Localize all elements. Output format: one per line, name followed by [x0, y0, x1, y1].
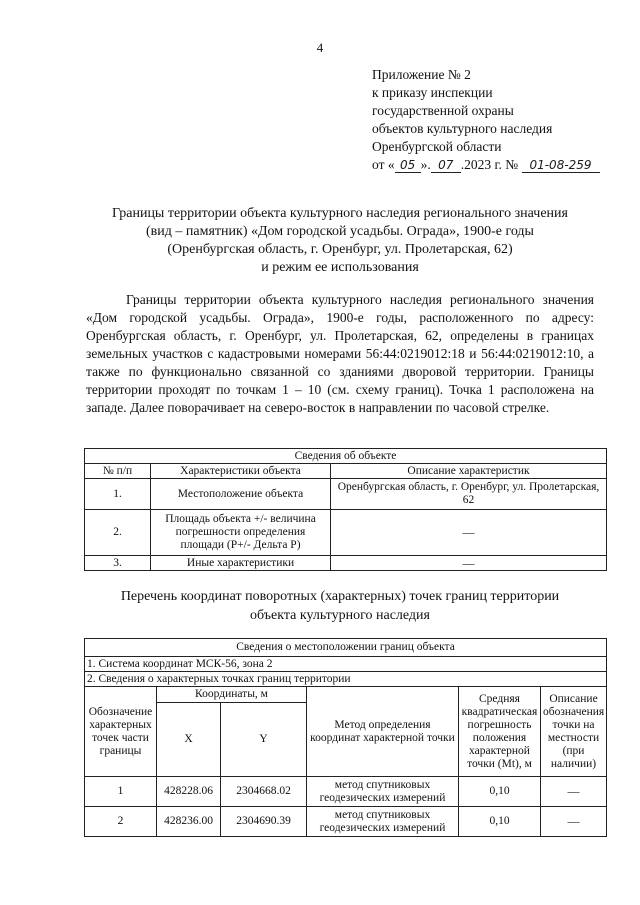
boundary-description	[86, 291, 594, 417]
date-day: 05	[395, 159, 421, 173]
coordinate-system: 1. Система координат МСК-56, зона 2	[85, 657, 607, 672]
point-x: 428236.00	[157, 807, 221, 837]
column-header: Характеристики объекта	[151, 464, 331, 479]
row-description: —	[331, 556, 607, 571]
heading-line: объекта культурного наследия	[250, 608, 430, 623]
column-header: Средняя квадратическая погрешность положения характерной точки (Mt), м	[459, 687, 541, 777]
appendix-line: Приложение № 2	[372, 67, 471, 82]
row-characteristic: Местоположение объекта	[151, 479, 331, 510]
column-header: Описание характеристик	[331, 464, 607, 479]
column-header: Описание обозначения точки на местности (при наличии)	[541, 687, 607, 777]
point-number: 1	[85, 777, 157, 807]
date-year: .2023 г. №	[460, 157, 519, 172]
coordinates-table	[84, 638, 607, 837]
point-y: 2304668.02	[221, 777, 307, 807]
column-header: Обозначение характерных точек части границы	[85, 687, 157, 777]
paragraph-text: Границы территории объекта культурного наследия регионального значения «Дом городской усадьбы. Ограда», 1900-е годы, расположенного по адресу: Оренбургская область, г. Оренбург, ул. Пролетарская, 62, определены в границах земельных участков с кадастровыми номерами 56:44:0219012:18 и 56:44:0219012:10, а также по функционально связанной со зданиями дворовой территории. Границы территории проходят по точкам 1 – 10 (см. схему границ). Точка 1 расположена на западе. Далее поворачивает на северо-восток в направлении по часовой стрелке.	[86, 292, 594, 415]
column-header: № п/п	[85, 464, 151, 479]
point-error: 0,10	[459, 807, 541, 837]
point-description: —	[541, 807, 607, 837]
point-description: —	[541, 777, 607, 807]
appendix-line: Оренбургской области	[372, 139, 502, 154]
row-description: —	[331, 510, 607, 556]
title-line: (вид – памятник) «Дом городской усадьбы. Ограда», 1900-е годы	[146, 224, 534, 239]
row-number: 2.	[85, 510, 151, 556]
row-characteristic: Площадь объекта +/- величина погрешности определения площади (Р+/- Дельта Р)	[151, 510, 331, 556]
point-method: метод спутниковых геодезических измерений	[307, 777, 459, 807]
appendix-line: к приказу инспекции	[372, 85, 493, 100]
object-info-table	[84, 448, 607, 571]
coordinates-heading	[40, 587, 640, 625]
appendix-line: объектов культурного наследия	[372, 121, 553, 136]
row-number: 3.	[85, 556, 151, 571]
page-number: 4	[316, 40, 324, 55]
date-month: 07	[431, 159, 461, 173]
row-characteristic: Иные характеристики	[151, 556, 331, 571]
point-error: 0,10	[459, 777, 541, 807]
points-info: 2. Сведения о характерных точках границ территории	[85, 672, 607, 687]
document-title	[40, 205, 640, 277]
column-header: Y	[221, 703, 307, 777]
column-header: Координаты, м	[157, 687, 307, 703]
appendix-block	[372, 66, 634, 174]
table-header: Сведения об объекте	[85, 449, 607, 464]
table-header: Сведения о местоположении границ объекта	[85, 639, 607, 657]
title-line: и режим ее использования	[261, 260, 419, 275]
date-mid: ».	[420, 157, 431, 172]
column-header: X	[157, 703, 221, 777]
date-prefix: от «	[372, 157, 395, 172]
column-header: Метод определения координат характерной точки	[307, 687, 459, 777]
point-number: 2	[85, 807, 157, 837]
title-line: (Оренбургская область, г. Оренбург, ул. Пролетарская, 62)	[167, 242, 513, 257]
appendix-date-line	[372, 156, 634, 174]
appendix-line: государственной охраны	[372, 103, 514, 118]
row-number: 1.	[85, 479, 151, 510]
point-y: 2304690.39	[221, 807, 307, 837]
title-line: Границы территории объекта культурного наследия регионального значения	[112, 206, 568, 221]
heading-line: Перечень координат поворотных (характерных) точек границ территории	[120, 589, 560, 604]
row-description: Оренбургская область, г. Оренбург, ул. Пролетарская, 62	[331, 479, 607, 510]
point-method: метод спутниковых геодезических измерений	[307, 807, 459, 837]
point-x: 428228.06	[157, 777, 221, 807]
order-number: 01-08-259	[522, 159, 600, 173]
